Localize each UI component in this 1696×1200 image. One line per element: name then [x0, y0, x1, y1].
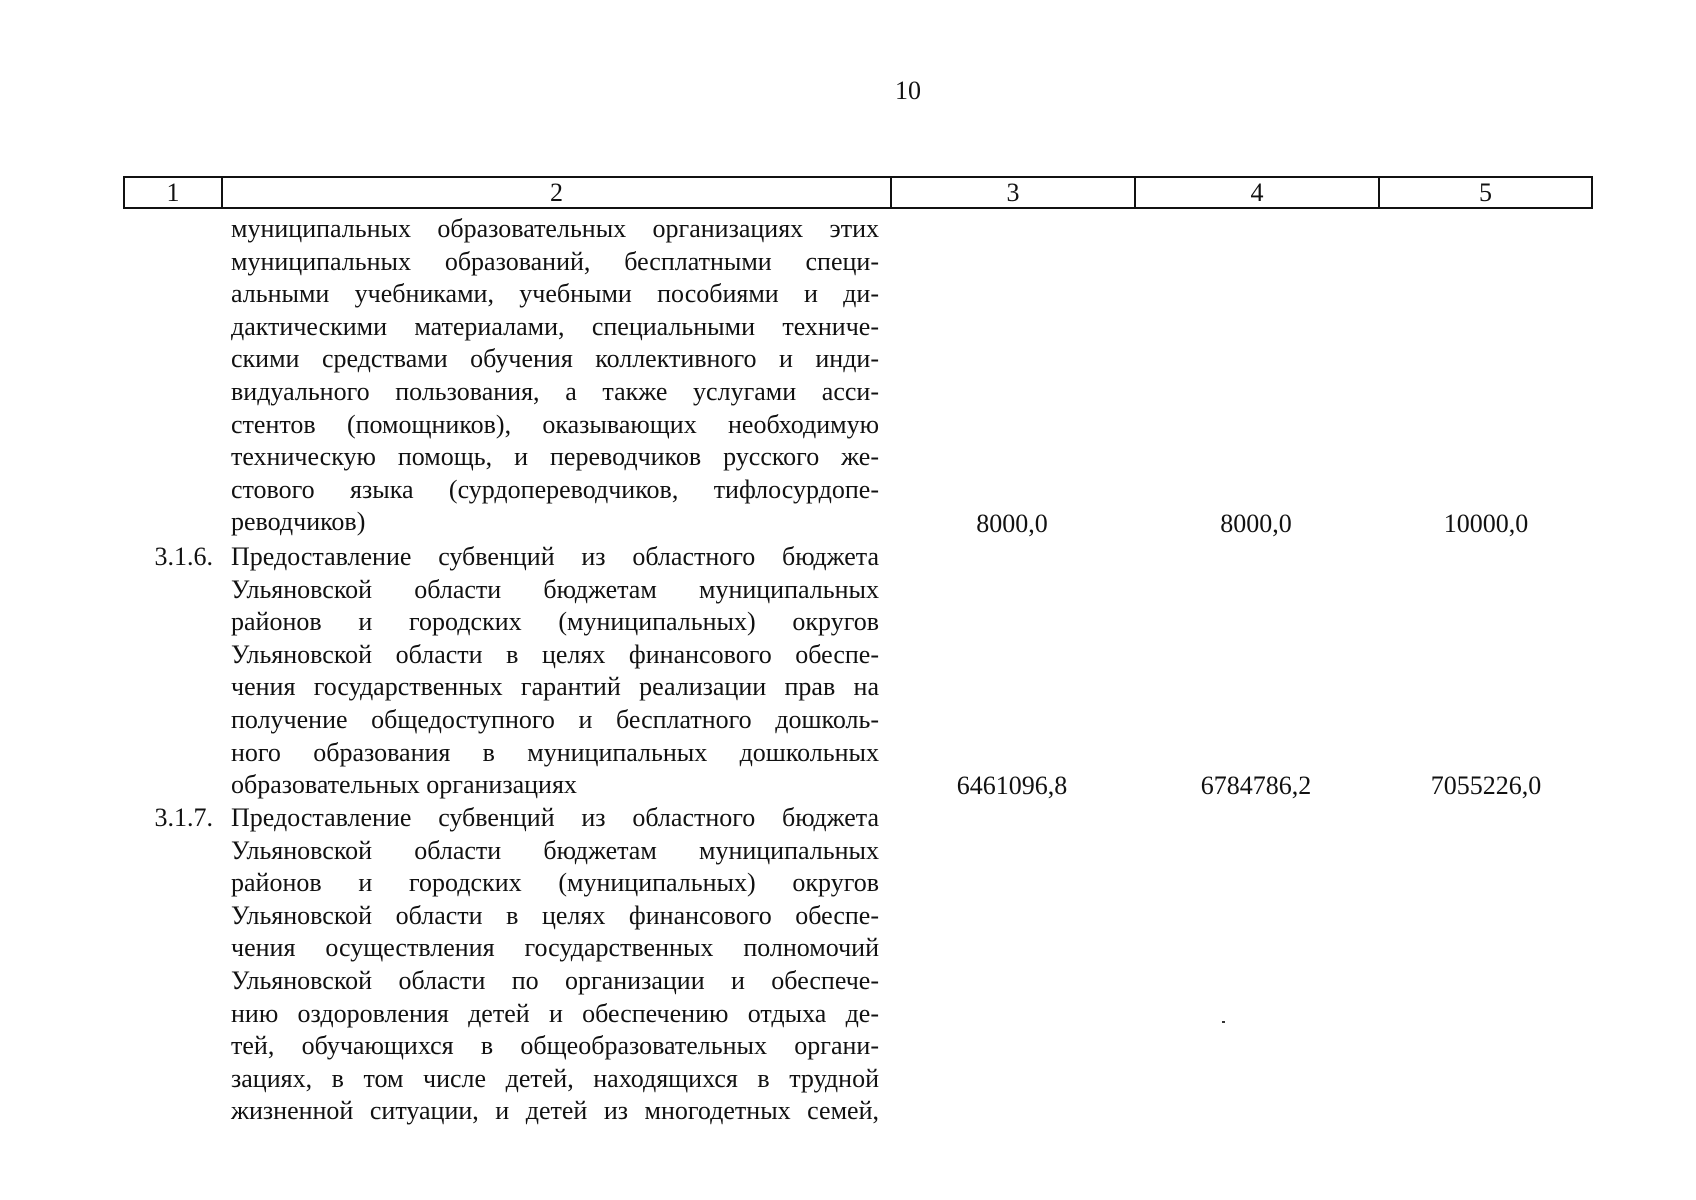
item-value-col5: 7055226,0 [1430, 771, 1542, 800]
text-line: Ульяновской области бюджетам муниципальных [231, 835, 879, 865]
continuation-description [231, 213, 879, 539]
header-cell-4: 4 [1136, 178, 1380, 207]
text-line: Ульяновской области в целях финансового обеспе- [231, 900, 879, 930]
item-number: 3.1.6. [154, 542, 213, 571]
item-value-col4: 6784786,2 [1200, 771, 1312, 800]
text-line: Предоставление субвенций из областного бюджета [231, 803, 879, 832]
text-line: техническую помощь, и переводчиков русского же- [231, 442, 879, 472]
continuation-value-col4: 8000,0 [1220, 509, 1292, 538]
text-line: Ульяновской области по организации и обеспече- [231, 965, 879, 995]
text-line: образовательных организациях [231, 770, 577, 800]
text-line: реводчиков) [231, 507, 366, 537]
text-line: Предоставление субвенций из областного бюджета [231, 542, 879, 571]
text-line: альными учебниками, учебными пособиями и ди- [231, 279, 879, 309]
item-number: 3.1.7. [154, 803, 213, 832]
text-line: стентов (помощников), оказывающих необходимую [231, 409, 879, 439]
header-cell-5: 5 [1479, 178, 1492, 207]
text-line: Ульяновской области бюджетам муниципальных [231, 574, 879, 604]
text-line: чения государственных гарантий реализации прав на [231, 672, 879, 702]
page-number: 10 [895, 76, 921, 105]
text-line: жизненной ситуации, и детей из многодетных семей, [231, 1096, 879, 1126]
text-line: видуального пользования, а также услугами асси- [231, 376, 879, 406]
header-cell-3: 3 [892, 178, 1136, 207]
text-line: муниципальных образовательных организациях этих [231, 214, 879, 243]
continuation-value-col3: 8000,0 [976, 509, 1048, 538]
text-line: нию оздоровления детей и обеспечению отдыха де- [231, 998, 879, 1028]
item-description [231, 802, 879, 1128]
text-line: дактическими материалами, специальными техниче- [231, 311, 879, 341]
text-line: скими средствами обучения коллективного и инди- [231, 344, 879, 374]
header-cell-1: 1 [125, 178, 223, 207]
text-line: стового языка (сурдопереводчиков, тифлосурдопе- [231, 474, 879, 504]
text-line: районов и городских (муниципальных) округов [231, 607, 879, 637]
text-line: зациях, в том числе детей, находящихся в трудной [231, 1063, 879, 1093]
table-header-row [123, 176, 1593, 209]
text-line: районов и городских (муниципальных) округов [231, 868, 879, 898]
text-line: муниципальных образований, бесплатными специ- [231, 246, 879, 276]
header-cell-2: 2 [223, 178, 892, 207]
text-line: чения осуществления государственных полномочий [231, 933, 879, 963]
item-description [231, 541, 879, 802]
scan-speck [1222, 1021, 1225, 1023]
text-line: Ульяновской области в целях финансового обеспе- [231, 639, 879, 669]
text-line: тей, обучающихся в общеобразовательных органи- [231, 1031, 879, 1061]
text-line: получение общедоступного и бесплатного дошколь- [231, 704, 879, 734]
continuation-value-col5: 10000,0 [1443, 509, 1529, 538]
text-line: ного образования в муниципальных дошкольных [231, 737, 879, 767]
item-value-col3: 6461096,8 [956, 771, 1068, 800]
